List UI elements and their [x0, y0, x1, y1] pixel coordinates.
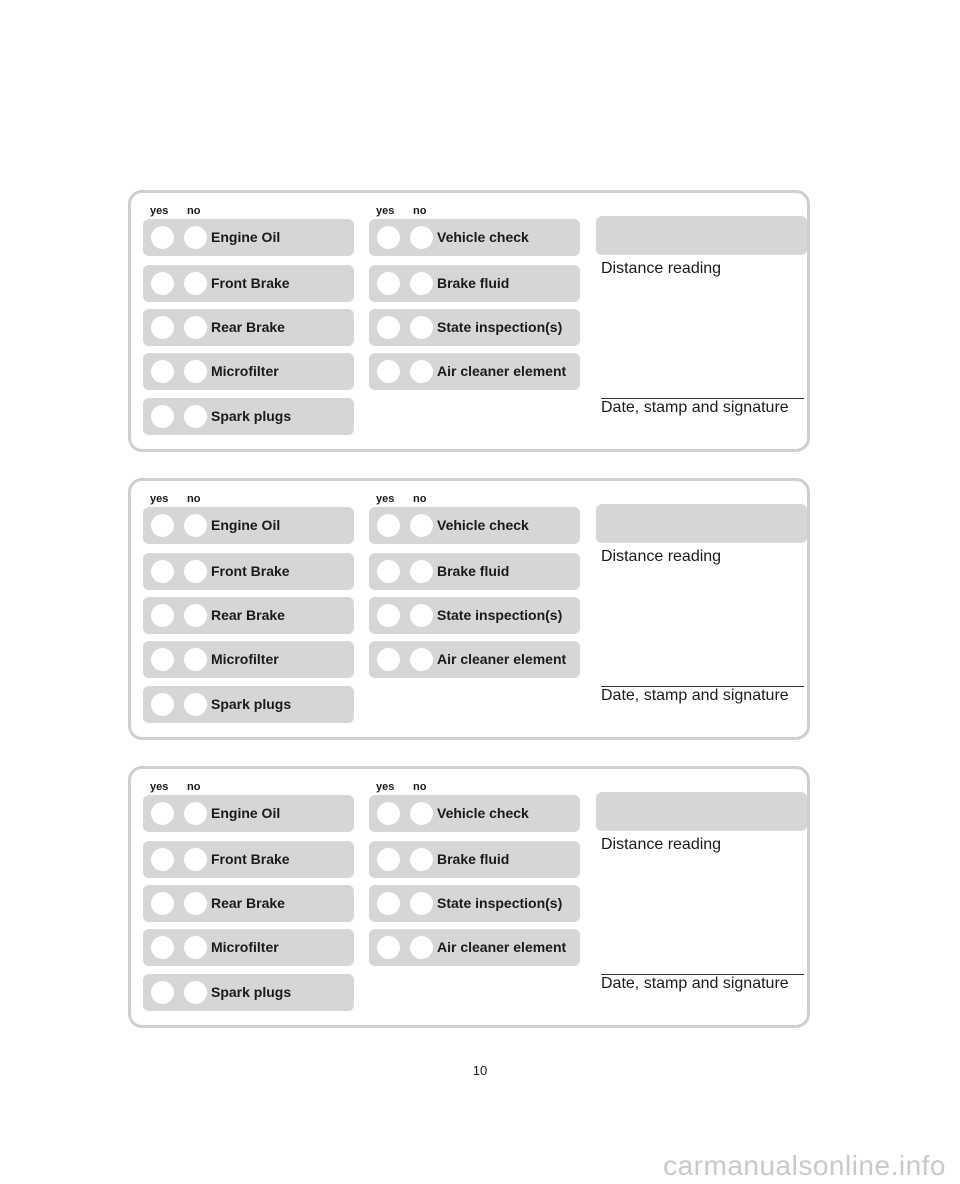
checklist-item-label: Air cleaner element — [437, 939, 567, 955]
yes-label: yes — [150, 781, 169, 793]
yes-radio[interactable] — [151, 316, 174, 339]
no-radio[interactable] — [184, 936, 207, 959]
no-radio[interactable] — [184, 226, 207, 249]
checklist-item — [143, 353, 354, 390]
no-label: no — [413, 781, 427, 793]
checklist-item — [143, 219, 354, 256]
checklist-item-label: Brake fluid — [437, 851, 510, 867]
yes-radio[interactable] — [151, 848, 174, 871]
checklist-item-label: Rear Brake — [211, 607, 285, 623]
yes-radio[interactable] — [151, 693, 174, 716]
distance-reading-label: Distance reading — [601, 548, 722, 565]
no-radio[interactable] — [410, 226, 433, 249]
checklist-item-label: Brake fluid — [437, 563, 510, 579]
checklist-item — [369, 641, 580, 678]
checklist-item-label: Engine Oil — [211, 229, 281, 245]
checklist-item-label: Engine Oil — [211, 517, 281, 533]
yes-radio[interactable] — [377, 560, 400, 583]
checklist-item-label: Air cleaner element — [437, 651, 567, 667]
signature-label: Date, stamp and signature — [601, 687, 789, 704]
yes-radio[interactable] — [151, 272, 174, 295]
checklist-item-label: Rear Brake — [211, 319, 285, 335]
distance-reading-field[interactable] — [596, 216, 807, 255]
checklist-item-label: Front Brake — [211, 851, 290, 867]
yes-radio[interactable] — [151, 405, 174, 428]
yes-radio[interactable] — [377, 936, 400, 959]
checklist-item-label: State inspection(s) — [437, 319, 563, 335]
yes-radio[interactable] — [151, 648, 174, 671]
no-radio[interactable] — [184, 802, 207, 825]
checklist-item-label: Spark plugs — [211, 984, 292, 1000]
no-radio[interactable] — [410, 802, 433, 825]
distance-reading-label: Distance reading — [601, 836, 722, 853]
checklist-item — [369, 929, 580, 966]
yes-radio[interactable] — [151, 936, 174, 959]
checklist-item-label: Front Brake — [211, 563, 290, 579]
signature-label: Date, stamp and signature — [601, 399, 789, 416]
no-radio[interactable] — [184, 892, 207, 915]
yes-label: yes — [376, 493, 395, 505]
checklist-item — [143, 507, 354, 544]
distance-reading-label: Distance reading — [601, 260, 722, 277]
yes-label: yes — [376, 205, 395, 217]
checklist-item — [143, 974, 354, 1011]
no-radio[interactable] — [184, 514, 207, 537]
no-label: no — [187, 205, 201, 217]
no-radio[interactable] — [410, 316, 433, 339]
service-record-card — [128, 766, 810, 1028]
yes-radio[interactable] — [151, 226, 174, 249]
checklist-item — [143, 309, 354, 346]
no-radio[interactable] — [410, 892, 433, 915]
yes-radio[interactable] — [151, 360, 174, 383]
no-radio[interactable] — [410, 560, 433, 583]
checklist-item — [369, 265, 580, 302]
yes-radio[interactable] — [377, 226, 400, 249]
yes-radio[interactable] — [377, 892, 400, 915]
yes-radio[interactable] — [377, 360, 400, 383]
checklist-item — [369, 309, 580, 346]
yes-radio[interactable] — [377, 802, 400, 825]
checklist-item — [369, 841, 580, 878]
yes-radio[interactable] — [151, 514, 174, 537]
checklist-item-label: State inspection(s) — [437, 895, 563, 911]
no-radio[interactable] — [184, 981, 207, 1004]
yes-radio[interactable] — [377, 648, 400, 671]
yes-radio[interactable] — [377, 272, 400, 295]
no-radio[interactable] — [184, 604, 207, 627]
yes-radio[interactable] — [151, 604, 174, 627]
no-label: no — [187, 493, 201, 505]
no-radio[interactable] — [410, 360, 433, 383]
checklist-item — [369, 353, 580, 390]
no-radio[interactable] — [184, 360, 207, 383]
no-radio[interactable] — [410, 648, 433, 671]
checklist-item — [369, 219, 580, 256]
checklist-item — [143, 885, 354, 922]
watermark: carmanualsonline.info — [663, 1150, 946, 1181]
checklist-item — [369, 597, 580, 634]
distance-reading-field[interactable] — [596, 792, 807, 831]
checklist-item-label: Microfilter — [211, 651, 279, 667]
checklist-item — [143, 841, 354, 878]
yes-radio[interactable] — [151, 560, 174, 583]
checklist-item — [369, 507, 580, 544]
checklist-item-label: Engine Oil — [211, 805, 281, 821]
checklist-item-label: Air cleaner element — [437, 363, 567, 379]
no-radio[interactable] — [184, 560, 207, 583]
no-radio[interactable] — [184, 316, 207, 339]
checklist-item-label: Spark plugs — [211, 408, 292, 424]
no-radio[interactable] — [184, 848, 207, 871]
checklist-item — [143, 398, 354, 435]
yes-label: yes — [150, 205, 169, 217]
yes-radio[interactable] — [151, 892, 174, 915]
checklist-item-label: Brake fluid — [437, 275, 510, 291]
checklist-item-label: Rear Brake — [211, 895, 285, 911]
checklist-item-label: Vehicle check — [437, 229, 529, 245]
yes-radio[interactable] — [151, 802, 174, 825]
no-radio[interactable] — [184, 272, 207, 295]
yes-radio[interactable] — [377, 848, 400, 871]
yes-radio[interactable] — [377, 316, 400, 339]
no-label: no — [413, 205, 427, 217]
checklist-item — [143, 265, 354, 302]
yes-radio[interactable] — [377, 604, 400, 627]
checklist-item — [369, 553, 580, 590]
yes-radio[interactable] — [377, 514, 400, 537]
checklist-item — [143, 929, 354, 966]
checklist-item — [143, 686, 354, 723]
distance-reading-field[interactable] — [596, 504, 807, 543]
checklist-item — [369, 885, 580, 922]
page-number: 10 — [472, 1063, 488, 1078]
no-radio[interactable] — [184, 693, 207, 716]
no-radio[interactable] — [410, 936, 433, 959]
checklist-item — [143, 795, 354, 832]
checklist-item-label: State inspection(s) — [437, 607, 563, 623]
no-radio[interactable] — [184, 648, 207, 671]
no-label: no — [413, 493, 427, 505]
checklist-item-label: Front Brake — [211, 275, 290, 291]
checklist-item — [143, 553, 354, 590]
yes-label: yes — [150, 493, 169, 505]
checklist-item-label: Microfilter — [211, 363, 279, 379]
checklist-item — [143, 597, 354, 634]
no-radio[interactable] — [410, 848, 433, 871]
checklist-item-label: Vehicle check — [437, 517, 529, 533]
no-radio[interactable] — [184, 405, 207, 428]
checklist-item-label: Spark plugs — [211, 696, 292, 712]
service-record-card — [128, 190, 810, 452]
checklist-item — [369, 795, 580, 832]
checklist-item-label: Microfilter — [211, 939, 279, 955]
no-radio[interactable] — [410, 514, 433, 537]
no-label: no — [187, 781, 201, 793]
signature-label: Date, stamp and signature — [601, 975, 789, 992]
no-radio[interactable] — [410, 272, 433, 295]
service-record-card — [128, 478, 810, 740]
yes-label: yes — [376, 781, 395, 793]
no-radio[interactable] — [410, 604, 433, 627]
checklist-item — [143, 641, 354, 678]
checklist-item-label: Vehicle check — [437, 805, 529, 821]
yes-radio[interactable] — [151, 981, 174, 1004]
